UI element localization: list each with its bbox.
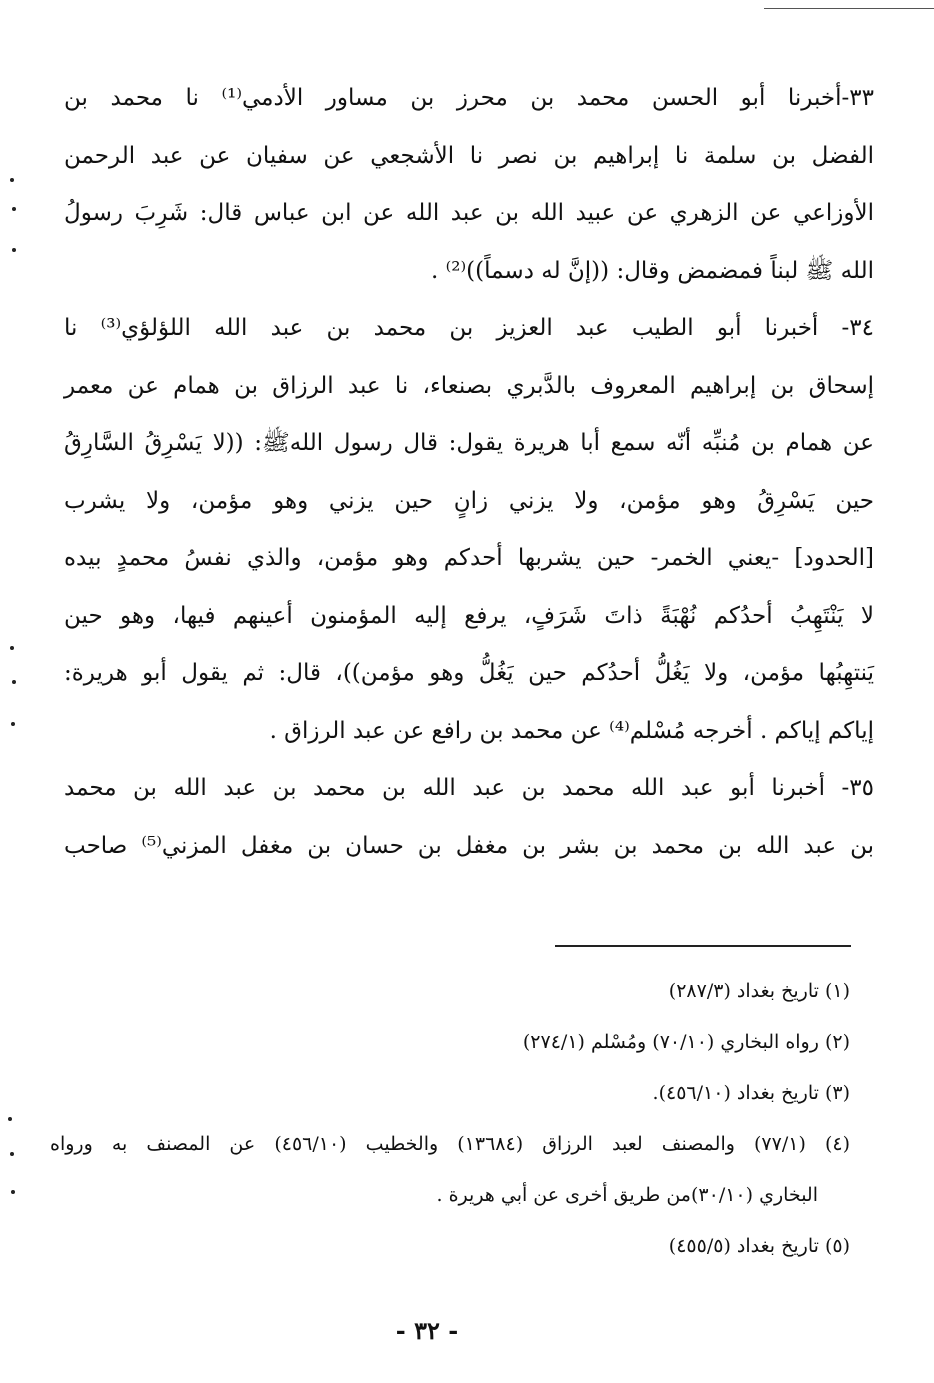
top-border-rule [764,8,934,9]
page-number: - ٣٢ - [395,1316,459,1345]
text-line: لا يَنْتَهِبُ أحدُكم نُهْبَةً ذاتَ شَرَفٍ، يرفع إليه المؤمنون أعينهم فيها، وهو حين [64,602,874,629]
text-line: ٣٥- أخبرنا أبو عبد الله محمد بن عبد الله بن محمد بن عبد الله بن محمد [64,775,874,801]
text-line: الأوزاعي عن الزهري عن عبيد الله بن عبد الله عن ابن عباس قال: شَرِبَ رسولُ [64,200,874,226]
footnote: (٤) (٧٧/١) والمصنف لعبد الرزاق (١٣٦٨٤) والخطيب (٤٥٦/١٠) عن المصنف به ورواه [50,1133,850,1155]
margin-speck [10,646,14,650]
footnote: (٥) تاريخ بغداد (٤٥٥/٥) [668,1235,850,1257]
margin-speck [11,722,15,726]
footnote: (١) تاريخ بغداد (٢٨٧/٣) [668,980,850,1002]
text-line: إسحاق بن إبراهيم المعروف بالدَّبري بصنعاء، نا عبد الرزاق بن همام عن معمر [64,372,874,399]
margin-speck [8,1117,12,1121]
main-text-body [64,70,874,875]
text-line: [الحدود] -يعني الخمر- حين يشربها أحدكم وهو مؤمن، والذي نفسُ محمدٍ بيده [64,545,874,571]
text-line: حين يَسْرِقُ وهو مؤمن، ولا يزني زانٍ حين يزني وهو مؤمن، ولا يشرب [64,487,874,514]
footnote: (٣) تاريخ بغداد (٤٥٦/١٠). [652,1082,850,1104]
footnote: (٢) رواه البخاري (٧٠/١٠) ومُسْلم (٢٧٤/١) [522,1031,850,1053]
footnote-continuation: البخاري (٣٠/١٠)من طريق أخرى عن أبي هريرة . [436,1184,818,1206]
margin-speck [12,248,16,252]
footnotes-section [50,966,850,1272]
text-line: يَنتهِبُها مؤمن، ولا يَغُلُّ أحدُكم حين يَغُلُّ وهو مؤمن))، قال: ثم يقول أبو هريرة: [64,660,874,686]
text-line: الفضل بن سلمة نا إبراهيم بن نصر نا الأشجعي عن سفيان عن عبد الرحمن [64,142,874,169]
margin-speck [12,680,16,684]
margin-speck [10,1152,14,1156]
text-line: ٣٤- أخبرنا أبو الطيب عبد العزيز بن محمد بن عبد الله اللؤلؤي⁽³⁾ نا [64,315,875,341]
margin-speck [11,1190,15,1194]
text-line: بن عبد الله بن محمد بن بشر بن مغفل بن حسان بن مغفل المزني⁽⁵⁾ صاحب [64,832,874,859]
text-line: عن همام بن مُنبِّه أنّه سمع أبا هريرة يقول: قال رسول اللهﷺ: ((لا يَسْرِقُ السَّارِقُ [64,430,874,456]
margin-speck [12,207,16,211]
footnote-separator [555,945,851,947]
margin-speck [10,178,14,182]
text-line: الله ﷺ لبناً فمضمض وقال: ((إنَّ له دسماً))⁽²⁾ . [431,257,874,284]
text-line: ٣٣-أخبرنا أبو الحسن محمد بن محرز بن مساور الأدمي⁽¹⁾ نا محمد بن [64,85,875,111]
text-line: إياكم إياكم . أخرجه مُسْلم⁽⁴⁾ عن محمد بن رافع عن عبد الرزاق . [269,717,874,744]
